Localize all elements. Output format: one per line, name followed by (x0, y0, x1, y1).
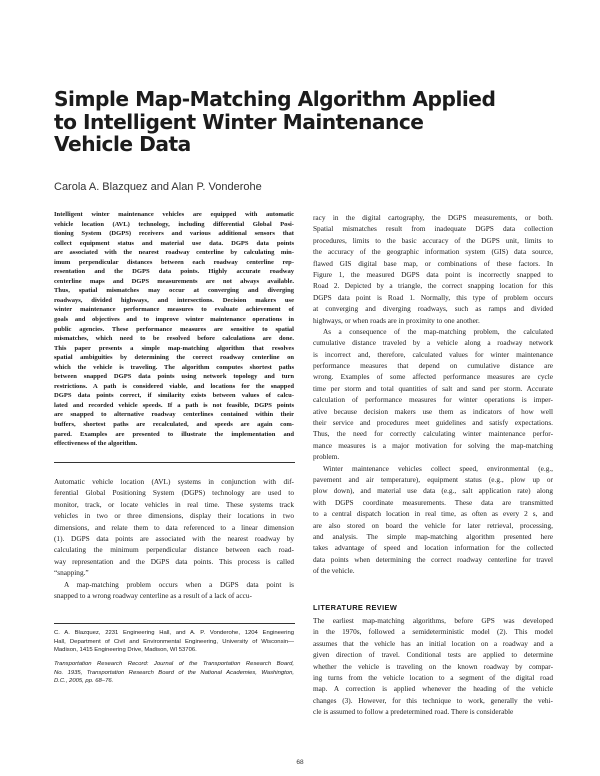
text-line: lated and recorded vehicle speeds. If a path is not feasible, DGPS points (54, 401, 294, 409)
text-line: The earliest map-matching algorithms, before GPS was developed (313, 616, 553, 625)
section-heading-literature-review: LITERATURE REVIEW (313, 603, 398, 612)
page-number: 68 (296, 759, 304, 766)
text-line: procedures, limits to the basic accuracy of the DGPS unit, limits to (313, 235, 553, 245)
text-line: D.C., 2005, pp. 68–76. (54, 678, 114, 685)
text-line: wrong. Examples of some affected performance measures are cycle (313, 372, 553, 382)
text-line: Thus, the need for correctly calculating winter maintenance perfor- (313, 429, 553, 439)
text-line: map. A correction is applied whenever the heading of the vehicle (313, 684, 553, 694)
text-line: collect equipment status and material use data. DGPS data points (54, 239, 294, 247)
text-line: given direction of travel. Conditional tests are applied to determine (313, 650, 553, 660)
text-line: DGPS data points correct, if similarity exists between values of calcu- (54, 392, 294, 400)
text-line: of the vehicle. (313, 566, 355, 576)
text-line: Transportation Research Record: Journal of the Transportation Research Board, (54, 661, 294, 667)
text-line: Hall, Department of Civil and Environmental Engineering, University of Wisconsin— (54, 638, 294, 645)
introduction-text (54, 476, 294, 601)
text-line: Thus, spatial mismatches may occur at converging and diverging (54, 287, 294, 295)
text-line: performance measures that depend on cumulative distance are (313, 361, 553, 371)
text-line: monitor, track, or locate vehicles in real time. These systems track (54, 499, 294, 509)
text-line: vehicle location (AVL) technology, including differential Global Posi- (54, 220, 294, 228)
text-line: “snapping.” (54, 568, 89, 578)
footnote-affiliation (54, 629, 294, 655)
text-line: Automatic vehicle location (AVL) systems in conjunction with dif- (54, 477, 294, 486)
text-line: takes advantage of speed and location information for the collected (313, 543, 553, 553)
text-line: vehicles in two or three dimensions, display their locations in two (54, 511, 294, 521)
text-line: ferential Global Positioning System (DGPS) technology are used to (54, 488, 294, 498)
text-line: goals and objectives and to improve winter maintenance operations in (54, 316, 294, 324)
abstract-divider (54, 462, 295, 463)
text-line: effectiveness of the algorithm. (54, 440, 138, 448)
text-line: between snapped DGPS data points using network topology and turn (54, 373, 294, 381)
text-line: problem. (313, 452, 340, 462)
text-line: ing turns from the vehicle location to a segment of the digital road (313, 672, 553, 682)
text-line: pavement and air temperature), equipment status (e.g., plow up or (313, 474, 553, 484)
text-line: to a central dispatch location in real time, as often as every 2 s, and (313, 509, 553, 519)
text-line: pared. Examples are presented to illustrate the implementation and (54, 430, 294, 438)
text-line: As a consequence of the map-matching problem, the calculated (323, 326, 553, 336)
footnote-divider (54, 623, 295, 624)
text-line: data points when determining the correct roadway centerline for travel (313, 554, 553, 564)
text-line: C. A. Blazquez, 2231 Engineering Hall, and A. P. Vonderohe, 1204 Engineering (54, 630, 294, 636)
text-line: Madison, 1415 Engineering Drive, Madison, WI 53706. (54, 647, 197, 654)
text-line: (1). DGPS data points are associated with the nearest roadway by (54, 533, 294, 543)
text-line: calculating the minimum perpendicular distance between each road- (54, 545, 294, 555)
text-line: changes (3). However, for this technique to work, generally the vehi- (313, 695, 553, 705)
text-line: highways, or when roads are in proximity to one another. (313, 315, 480, 325)
title-line: Simple Map-Matching Algorithm Applied (54, 87, 496, 111)
text-line: cumulative distance traveled by a vehicle along a roadway network (313, 338, 553, 348)
text-line: racy in the digital cartography, the DGPS measurements, or both. (313, 213, 553, 222)
text-line: Intelligent winter maintenance vehicles are equipped with automatic (54, 211, 294, 218)
text-line: Figure 1, the measured DGPS data point is incorrectly snapped to (313, 269, 553, 279)
text-line: buffers, shortest paths are recalculated, and speeds are again com- (54, 421, 294, 429)
text-line: time per storm and total quantities of salt and sand per storm. Accurate (313, 383, 553, 393)
literature-review-text (313, 615, 553, 718)
title-line: to Intelligent Winter Maintenance (54, 109, 424, 134)
abstract (54, 210, 294, 449)
text-line: which the vehicle is traveling. The algorithm computes shortest paths (54, 363, 294, 371)
text-line: whether the vehicle is traveling on the known roadway by compar- (313, 661, 553, 671)
text-line: centerline maps and DGPS measurements are not always available. (54, 277, 294, 285)
text-line: the accuracy of the geographic information system (GIS) data source, (313, 247, 553, 257)
text-line: cle is assumed to follow a predetermined road. There is considerable (313, 707, 514, 717)
paper-title (54, 88, 534, 156)
text-line: No. 1935, Transportation Research Board of the National Academies, Washington, (54, 669, 294, 676)
right-column-text (313, 212, 553, 577)
text-line: and analysis. The simple map-matching algorithm presented here (313, 531, 553, 541)
text-line: Spatial mismatches result from inadequate DGPS data collection (313, 224, 553, 234)
text-line: public agencies. These performance measures are sensitive to spatial (54, 325, 294, 333)
text-line: mance measures is a major motivation for solving the map-matching (313, 440, 553, 450)
text-line: imum perpendicular distances between each roadway centerline rep- (54, 258, 294, 266)
title-line: Vehicle Data (54, 132, 191, 156)
text-line: Winter maintenance vehicles collect speed, environmental (e.g., (323, 463, 553, 473)
text-line: is incorrect and, therefore, calculated values for winter maintenance (313, 349, 553, 359)
text-line: mismatches, which need to be resolved before calculations are done. (54, 335, 294, 343)
text-line: restrictions. A path is considered viable, and locations for the snapped (54, 382, 294, 390)
text-line: are associated with the nearest roadway centerline by calculating min- (54, 249, 294, 257)
text-line: Road 2. Depicted by a triangle, the correct snapping location for this (313, 281, 553, 291)
text-line: ative because decision makers use them as indicators of how well (313, 406, 553, 416)
text-line: This paper presents a simple map-matching algorithm that resolves (54, 344, 294, 352)
text-line: are snapped to alternative roadway centerlines contained within their (54, 411, 294, 419)
text-line: with DGPS coordinate measurements. These data are transmitted (313, 497, 553, 507)
text-line: A map-matching problem occurs when a DGPS data point is (64, 579, 294, 589)
text-line: their service and procedures meet guidelines and satisfy expectations. (313, 418, 553, 428)
text-line: plow down), and material use data (e.g., salt application rate) along (313, 486, 553, 496)
text-line: winter maintenance performance measures to evaluate achievement of (54, 306, 294, 314)
footnote-journal (54, 660, 294, 686)
text-line: spatial ambiguities by determining the correct roadway centerline on (54, 354, 294, 362)
text-line: assumes that the vehicle has an initial location on a roadway and a (313, 638, 553, 648)
text-line: tioning System (DGPS) receivers and various additional sensors that (54, 230, 294, 238)
text-line: DGPS data point is Road 1. Normally, this type of problem occurs (313, 292, 553, 302)
text-line: at converging and diverging roadways, such as ramps and divided (313, 304, 553, 314)
text-line: roadways, divided highways, and intersections. Decision makers use (54, 296, 294, 304)
text-line: resentation and the DGPS data points. Highly accurate roadway (54, 268, 294, 276)
text-line: are also stored on board the vehicle for later retrieval, processing, (313, 520, 553, 530)
text-line: in the 1970s, followed a semideterministic model (2). This model (313, 627, 553, 637)
text-line: way representation and the DGPS data points. This process is called (54, 556, 294, 566)
text-line: dimensions, and relate them to data referenced to a linear dimension (54, 522, 294, 532)
text-line: calculation of performance measures for winter operations is imper- (313, 395, 553, 405)
text-line: snapped to a wrong roadway centerline as a result of a lack of accu- (54, 590, 252, 600)
text-line: flawed GIS digital base map, or combinations of these factors. In (313, 258, 553, 268)
author-list: Carola A. Blazquez and Alan P. Vonderohe (54, 181, 262, 193)
